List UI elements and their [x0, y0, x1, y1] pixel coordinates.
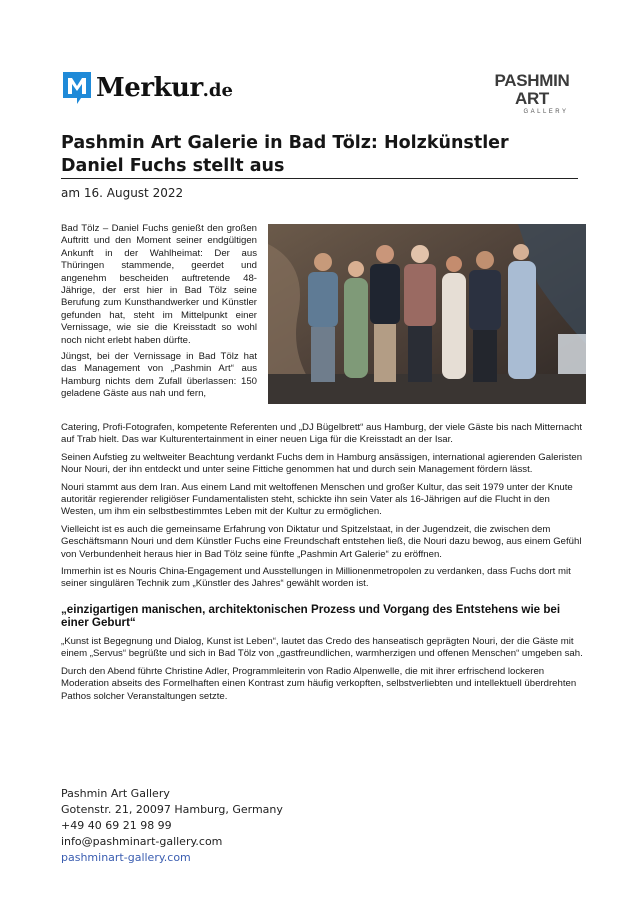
pashmin-art-logo: [486, 72, 578, 116]
footer-address: Gotenstr. 21, 20097 Hamburg, Germany: [61, 803, 283, 816]
intro-paragraph-1: Bad Tölz – Daniel Fuchs genießt den großen Auftritt und den Moment seiner endgültigen Ankunft in der Wahlheimat: Der aus Thüringen stammende, geerdet und angenehm bescheiden auftretende 48-Jährige, der erst hier in Bad Tölz seine Berufung zum Kunsthandwerker und Künstler gefunden hat, steht im Mittelpunkt einer Vernissage, wie sie die Kreisstadt so wohl noch nicht erlebt haben dürfte.: [61, 223, 257, 346]
gallery-logo-sub: GALLERY: [523, 109, 569, 115]
paragraph-5: Vielleicht ist es auch die gemeinsame Erfahrung von Diktatur und Spitzelstaat, in der Jugendzeit, die zwischen dem Geschäftsmann Nouri und dem Künstler Fuchs eine Freundschaft entstehen ließ, die Nouri dazu bewog, aus einem Gefühl von Verbundenheit heraus hier in Bad Tölz seine fünfte „Pashmin Art Galerie“ zu eröffnen.: [61, 523, 582, 560]
intro-paragraph-2: Jüngst, bei der Vernissage in Bad Tölz hat das Management von „Pashmin Art“ aus Hamburg nichts dem Zufall überlassen: 150 geladene Gäste aus nah und fern,: [61, 351, 257, 400]
group-photo: [268, 224, 586, 404]
contact-footer: [61, 786, 283, 866]
article-body: [61, 422, 586, 708]
paragraph-4: Nouri stammt aus dem Iran. Aus einem Land mit weltoffenen Menschen und großer Kultur, das seit 1979 unter der Knute autoritär regierender religiöser Fundamentalisten steht, schickte ihn sein Vater als 16-Jährigen auf die Flucht in den Westen, um ihm ein selbstbestimmtes Leben mit der Kultur zu ermöglichen.: [61, 481, 573, 518]
article-title: [61, 132, 578, 178]
footer-name: Pashmin Art Gallery: [61, 787, 170, 800]
document-header: [61, 70, 578, 115]
merkur-logo-text: Merkur.de: [96, 73, 233, 103]
intro-column: [61, 223, 257, 405]
footer-email[interactable]: info@pashminart-gallery.com: [61, 835, 223, 848]
article-date: am 16. August 2022: [61, 186, 184, 200]
section-subheading: „einzigartigen manischen, architektonischen Prozess und Vorgang des Entstehens wie bei einer Geburt“: [61, 602, 561, 630]
intro-paragraph-2-continued: Catering, Profi-Fotografen, kompetente Referenten und „DJ Bügelbrett“ aus Hamburg, der viele Gäste bis nach Mitternacht auf Trab hielt. Das war Kulturentertainment in einer neuen Liga für die Kreisstadt an der Isar.: [61, 422, 582, 446]
title-divider: [61, 178, 578, 179]
paragraph-3: Seinen Aufstieg zu weltweiter Beachtung verdankt Fuchs dem in Hamburg ansässigen, international agierenden Galeristen Nour Nouri, der ihn entdeckt und unter seine Fittiche genommen hat und durch sein Management fördern lässt.: [61, 451, 583, 476]
footer-website-link[interactable]: pashminart-gallery.com: [61, 851, 191, 864]
title-line-2: Daniel Fuchs stellt aus: [61, 156, 285, 176]
gallery-logo-name: PASHMIN ART: [494, 71, 570, 108]
paragraph-7: „Kunst ist Begegnung und Dialog, Kunst ist Leben“, lautet das Credo des hanseatisch geprägten Nouri, der die Gäste mit einem „Servus“ begrüßte und sich in Bad Tölz von „gastfreundlichen, warmherzigen und offenen Menschen“ umgeben sah.: [61, 635, 583, 660]
group-photo-image: [268, 224, 586, 404]
footer-phone: +49 40 69 21 98 99: [61, 819, 172, 832]
merkur-m-icon: [61, 70, 93, 106]
paragraph-6: Immerhin ist es Nouris China-Engagement und Ausstellungen in Millionenmetropolen zu verdanken, dass Fuchs dort mit seiner singulären Technik zum „Künstler des Jahres“ gewählt worden ist.: [61, 566, 571, 590]
merkur-logo[interactable]: [61, 70, 233, 106]
paragraph-8: Durch den Abend führte Christine Adler, Programmleiterin von Radio Alpenwelle, die mit ihrer erfrischend lockeren Moderation abseits des Formelhaften einen Kontrast zum häufig verkopften, selbstverliebten und intellektuell überdrehten Pathos solcher Veranstaltungen setzte.: [61, 665, 577, 702]
title-line-1: Pashmin Art Galerie in Bad Tölz: Holzkünstler: [61, 133, 509, 153]
